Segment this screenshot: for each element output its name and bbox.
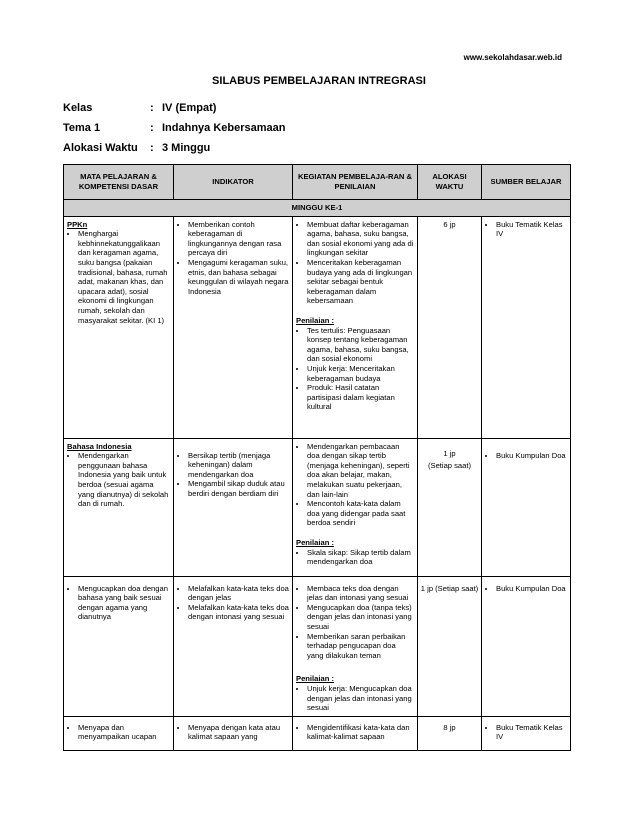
document-title: SILABUS PEMBELAJARAN INTREGRASI (212, 75, 426, 87)
time-cell (418, 216, 482, 438)
table-row (64, 576, 571, 716)
time-value: 8 jp (443, 722, 456, 732)
list-item: • Menyapa dan menyampaikan ucapan (78, 723, 170, 742)
time-value: 1 jp (443, 448, 456, 458)
source-cell (482, 216, 571, 438)
header-subject-kd: MATA PELAJARAN & KOMPETENSI DASAR (64, 165, 174, 200)
header-activities: KEGIATAN PEMBELAJA-RAN & PENILAIAN (293, 165, 418, 200)
meta-value: IV (Empat) (162, 102, 217, 114)
syllabus-meta (63, 101, 286, 161)
list-item: • Menyapa dengan kata atau kalimat sapaan yang (188, 723, 289, 742)
list-item: • Produk: Hasil catatan partisipasi dalam kegiatan kultural (307, 383, 414, 412)
table-header-row (64, 165, 571, 200)
list-item: • Melafalkan kata-kata teks doa dengan intonasi yang sesuai (188, 603, 289, 622)
list-item: • Mendengarkan pembacaan doa dengan sikap tertib (menjaga keheningan), seperti doa akan belajar, makan, melakukan suatu pekerjaan, dan lain-lain (307, 442, 414, 500)
list-item: • Memberikan saran perbaikan terhadap pengucapan doa yang dilakukan teman (307, 632, 414, 661)
meta-row-theme (63, 121, 286, 141)
week-row (64, 200, 571, 217)
meta-row-class (63, 101, 286, 121)
list-item: • Unjuk kerja: Menceritakan keberagaman budaya (307, 364, 414, 383)
indicator-cell (174, 438, 293, 576)
subject-cell (64, 716, 174, 750)
activities-cell (293, 716, 418, 750)
source-cell (482, 716, 571, 750)
indicator-cell (174, 216, 293, 438)
header-source: SUMBER BELAJAR (482, 165, 571, 200)
list-item: • Membuat daftar keberagaman agama, bahasa, suku bangsa, dan sosial ekonomi yang ada di lingkungan sekitar (307, 220, 414, 258)
activities-cell (293, 438, 418, 576)
header-time: ALOKASI WAKTU (418, 165, 482, 200)
list-item: • Mengucapkan doa (tanpa teks) dengan jelas dan intonasi yang sesuai (307, 603, 414, 632)
list-item: • Mencontoh kata-kata dalam doa yang didengar pada saat berdoa sendiri (307, 499, 414, 528)
list-item: • Bersikap tertib (menjaga keheningan) dalam mendengarkan doa (188, 451, 289, 480)
list-item: • Mengagumi keragaman suku, etnis, dan bahasa sebagai keunggulan di wilayah negara Indonesia (188, 258, 289, 296)
list-item: • Melafalkan kata-kata teks doa dengan jelas (188, 584, 289, 603)
source-cell (482, 438, 571, 576)
indicator-cell (174, 716, 293, 750)
meta-colon: : (150, 122, 154, 134)
list-item: • Buku Tematik Kelas IV (496, 220, 567, 239)
meta-label: Alokasi Waktu (63, 142, 138, 154)
activities-cell (293, 216, 418, 438)
meta-row-time (63, 141, 286, 161)
list-item: • Menghargai kebhinnekatunggalikaan dan keragaman agama, suku bangsa (pakaian tradisional, bahasa, rumah adat, makanan khas, dan upacara adat), sosial ekonomi di lingkungan rumah, sekolah dan masyarakat sekitar. (KI 1) (78, 229, 170, 325)
activities-cell (293, 576, 418, 716)
source-cell (482, 576, 571, 716)
list-item: • Mengidentifikasi kata-kata dan kalimat-kalimat sapaan (307, 723, 414, 742)
list-item: • Buku Tematik Kelas IV (496, 723, 567, 742)
subject-cell (64, 576, 174, 716)
meta-colon: : (150, 102, 154, 114)
list-item: • Mengambil sikap duduk atau berdiri dengan berdiam diri (188, 479, 289, 498)
meta-colon: : (150, 142, 154, 154)
table-row (64, 438, 571, 576)
syllabus-table (63, 164, 571, 751)
assessment-heading: Penilaian : (296, 674, 334, 684)
meta-label: Tema 1 (63, 122, 101, 134)
meta-value: 3 Minggu (162, 142, 211, 154)
meta-label: Kelas (63, 102, 93, 114)
header-indicator: INDIKATOR (174, 165, 293, 200)
subject-cell (64, 216, 174, 438)
week-label: MINGGU KE-1 (64, 200, 571, 217)
list-item: • Memberikan contoh keberagaman di lingkungannya dengan rasa percaya diri (188, 220, 289, 258)
assessment-heading: Penilaian : (296, 315, 334, 325)
time-value: 1 jp (Setiap saat) (420, 583, 479, 593)
time-value: 6 jp (443, 219, 456, 229)
website-url[interactable]: www.sekolahdasar.web.id (463, 53, 562, 62)
list-item: • Mengucapkan doa dengan bahasa yang baik sesuai dengan agama yang dianutnya (78, 584, 170, 622)
table-row (64, 216, 571, 438)
subject-name: Bahasa Indonesia (67, 441, 132, 451)
list-item: • Unjuk kerja: Mengucapkan doa dengan jelas dan intonasi yang sesuai (307, 684, 414, 713)
list-item: • Menceritakan keberagaman budaya yang ada di lingkungan sekitar sebagai bentuk keberagaman dalam kebersamaan (307, 258, 414, 306)
time-cell (418, 576, 482, 716)
list-item: • Buku Kumpulan Doa (496, 451, 567, 461)
time-cell (418, 716, 482, 750)
subject-cell (64, 438, 174, 576)
assessment-heading: Penilaian : (296, 537, 334, 547)
table-row (64, 716, 571, 750)
indicator-cell (174, 576, 293, 716)
list-item: • Mendengarkan penggunaan bahasa Indonesia yang baik untuk berdoa (sesuai agama yang dianutnya) di sekolah dan di rumah. (78, 451, 170, 509)
list-item: • Buku Kumpulan Doa (496, 584, 567, 594)
list-item: • Membaca teks doa dengan jelas dan intonasi yang sesuai (307, 584, 414, 603)
time-cell (418, 438, 482, 576)
time-note: (Setiap saat) (427, 461, 472, 471)
list-item: • Tes tertulis: Penguasaan konsep tentang keberagaman agama, bahasa, suku bangsa, dan sosial ekonomi (307, 326, 414, 364)
list-item: • Skala sikap: Sikap tertib dalam mendengarkan doa (307, 548, 414, 567)
meta-value: Indahnya Kebersamaan (162, 122, 286, 134)
subject-name: PPKn (67, 219, 88, 229)
